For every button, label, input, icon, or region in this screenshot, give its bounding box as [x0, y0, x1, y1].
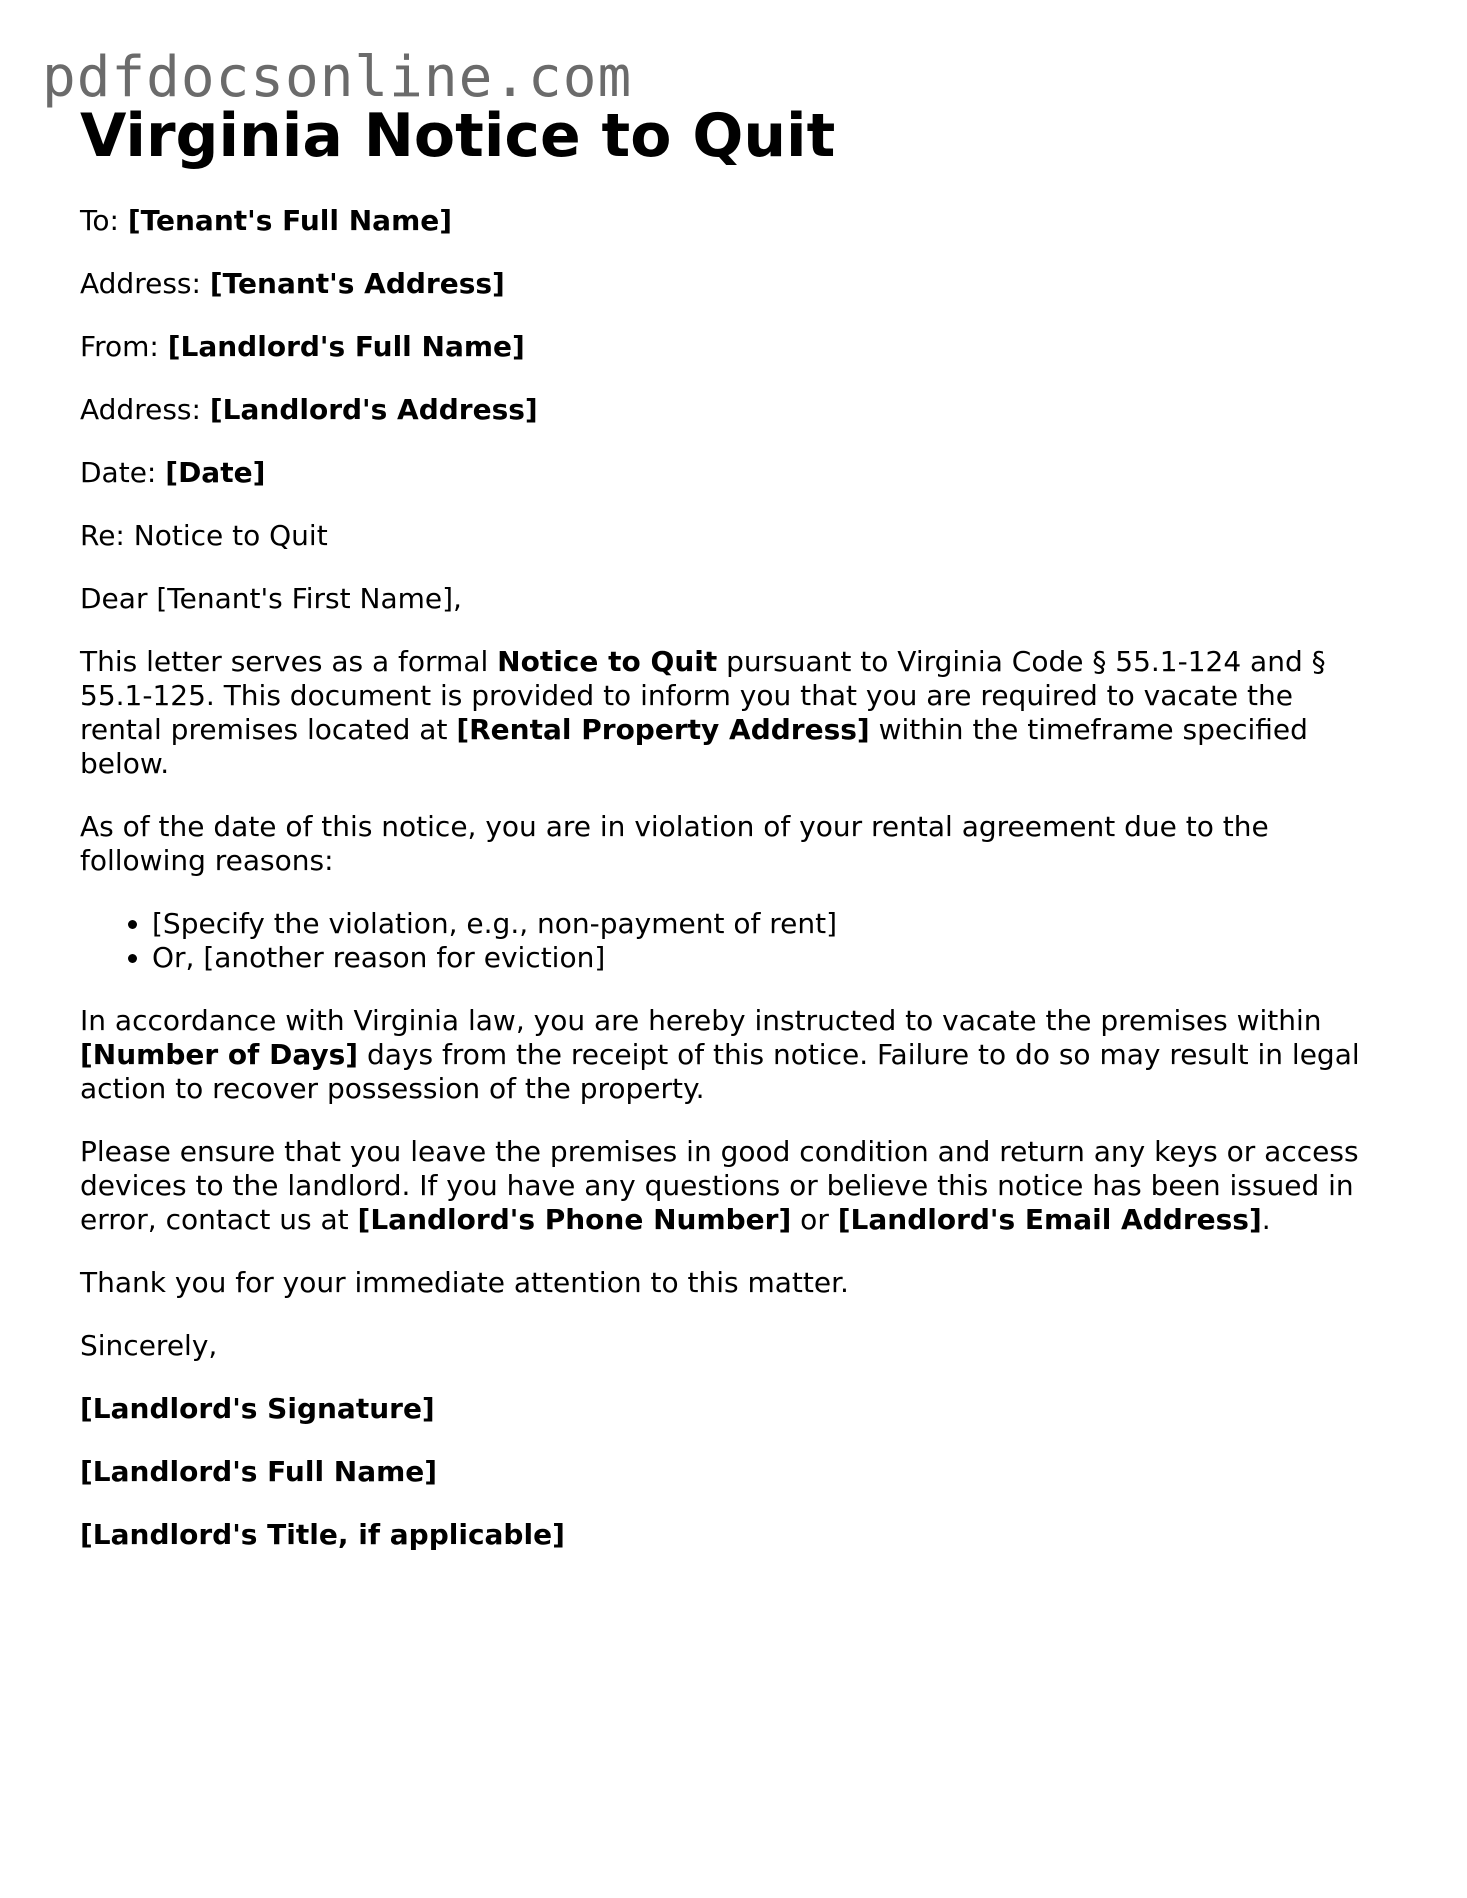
- landlord-address-label: Address:: [80, 393, 201, 426]
- list-item: • [Specify the violation, e.g., non-payment of rent]: [152, 907, 1380, 941]
- list-item: • Or, [another reason for eviction]: [152, 941, 1380, 975]
- date-value: [Date]: [165, 456, 266, 489]
- page-title: Virginia Notice to Quit: [80, 101, 836, 171]
- signer-name: [Landlord's Full Name]: [80, 1455, 438, 1488]
- paragraph-notice: This letter serves as a formal Notice to Quit pursuant to Virginia Code § 55.1-124 and § 55.1-125. This document is provided to inform you that you are required to vacate the rental premises located at [Rental Property Address] within the timeframe specified below.: [80, 645, 1326, 780]
- re-line: Re: Notice to Quit: [80, 519, 328, 552]
- paragraph-contact: Please ensure that you leave the premises in good condition and return any keys or access devices to the landlord. If you have any questions or believe this notice has been issued in error, contact us at [Landlord's Phone Number] or [Landlord's Email Address].: [80, 1135, 1359, 1236]
- rental-property-address: [Rental Property Address]: [456, 713, 870, 746]
- tenant-name: [Tenant's Full Name]: [127, 204, 453, 237]
- tenant-address-label: Address:: [80, 267, 201, 300]
- thanks-line: Thank you for your immediate attention to this matter.: [80, 1266, 849, 1299]
- landlord-name: [Landlord's Full Name]: [167, 330, 525, 363]
- date-label: Date:: [80, 456, 157, 489]
- landlord-address: [Landlord's Address]: [209, 393, 538, 426]
- closing: Sincerely,: [80, 1329, 218, 1362]
- landlord-email: [Landlord's Email Address]: [837, 1203, 1262, 1236]
- tenant-address: [Tenant's Address]: [209, 267, 505, 300]
- document-body: [80, 100, 1380, 1581]
- reasons-list: [80, 907, 1380, 975]
- paragraph-violation: As of the date of this notice, you are in violation of your rental agreement due to the following reasons:: [80, 810, 1269, 877]
- salutation: Dear [Tenant's First Name],: [80, 582, 462, 615]
- tenant-address-field: [80, 267, 1380, 301]
- date-field: [80, 456, 1380, 490]
- to-field: [80, 204, 1380, 238]
- from-field: [80, 330, 1380, 364]
- paragraph-vacate: In accordance with Virginia law, you are hereby instructed to vacate the premises within [Number of Days] days from the receipt of this notice. Failure to do so may result in legal action to recover possession of the property.: [80, 1004, 1360, 1105]
- landlord-phone: [Landlord's Phone Number]: [357, 1203, 792, 1236]
- signer-title: [Landlord's Title, if applicable]: [80, 1518, 565, 1551]
- from-label: From:: [80, 330, 159, 363]
- to-label: To:: [80, 204, 119, 237]
- number-of-days: [Number of Days]: [80, 1038, 359, 1071]
- signature-line: [Landlord's Signature]: [80, 1392, 435, 1425]
- notice-to-quit-term: Notice to Quit: [497, 645, 718, 678]
- watermark-text: pdfdocsonline.com: [42, 45, 633, 110]
- landlord-address-field: [80, 393, 1380, 427]
